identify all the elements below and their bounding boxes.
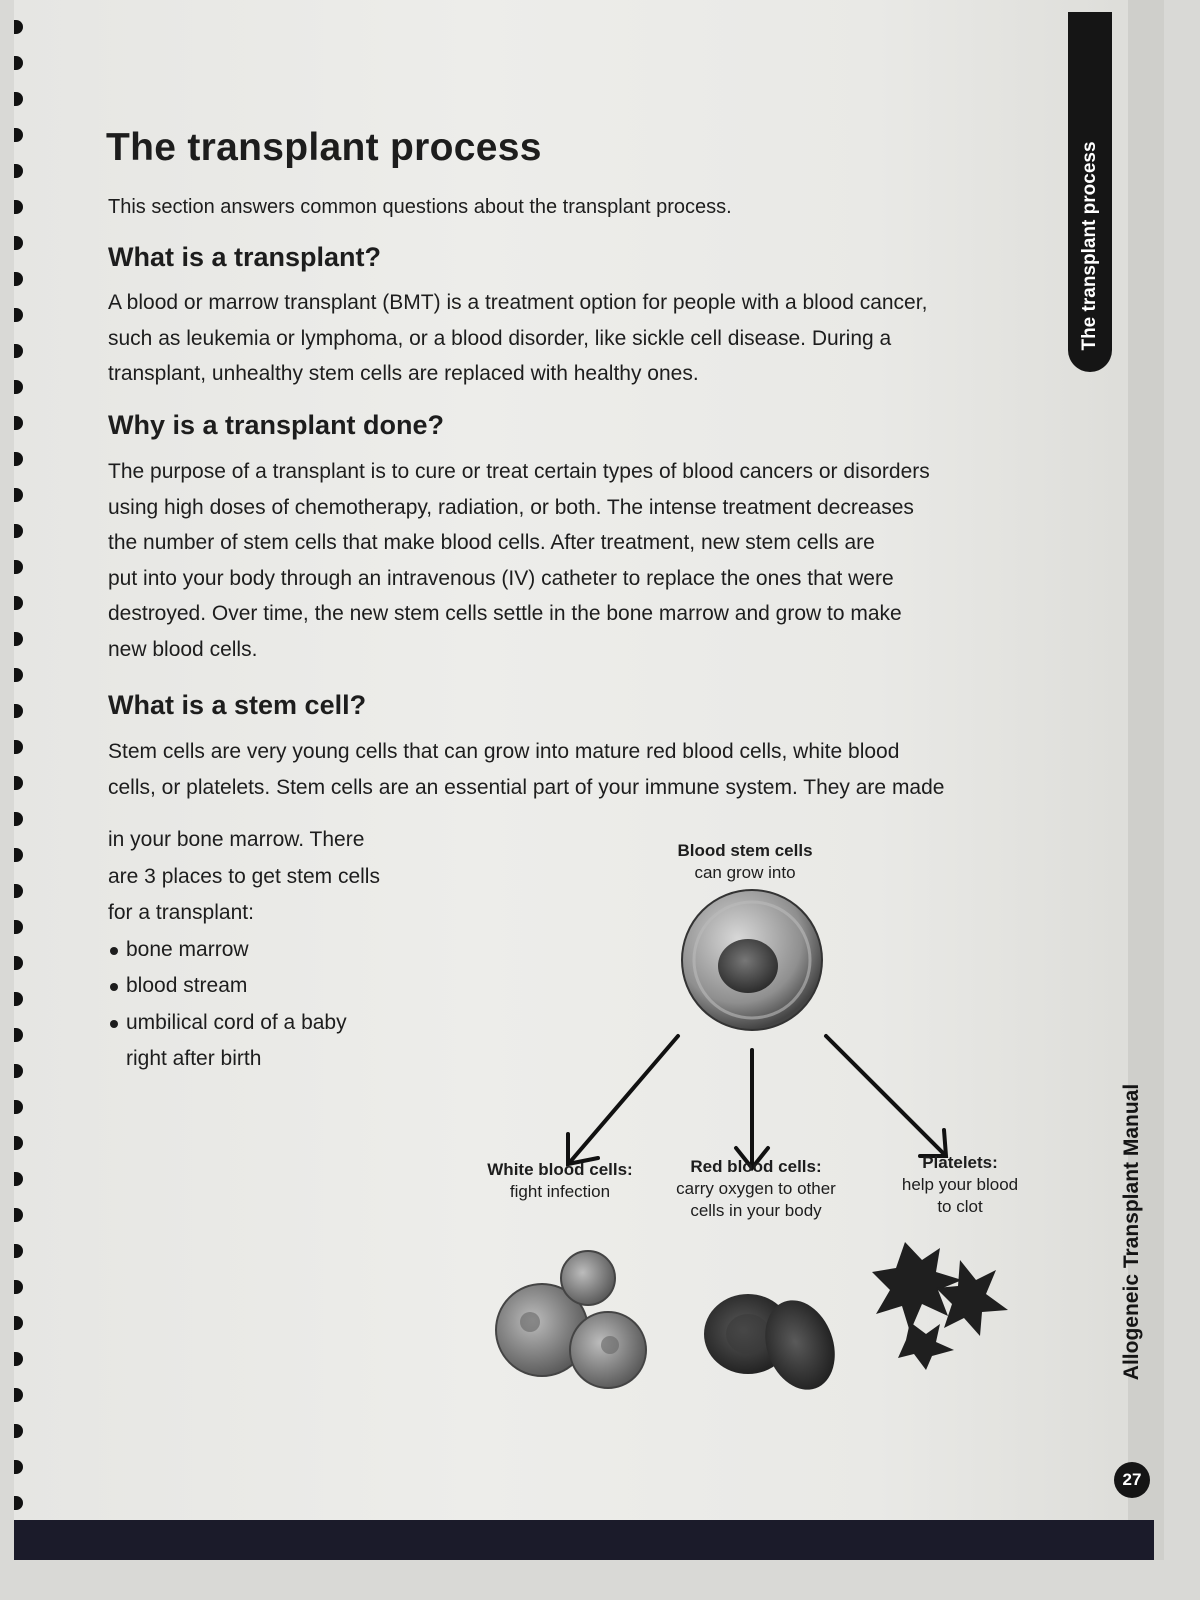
- text-line: The purpose of a transplant is to cure or treat certain types of blood cancers or disorders: [108, 460, 930, 483]
- binding-loop: [14, 92, 23, 106]
- text-line: using high doses of chemotherapy, radiation, or both. The intense treatment decreases: [108, 495, 914, 519]
- caption-line: help your blood: [901, 1175, 1019, 1194]
- list-item: umbilical cord of a baby: [108, 1005, 488, 1042]
- text-line: cells, or platelets. Stem cells are an essential part of your immune system. They are made: [108, 775, 945, 799]
- section-tab-label: The transplant process: [1079, 141, 1100, 351]
- page-number: 27: [1114, 1462, 1150, 1498]
- binding-loop: [14, 380, 23, 394]
- binding-loop: [14, 1280, 23, 1294]
- white-blood-cells-icon: [496, 1251, 646, 1388]
- text-line: the number of stem cells that make blood cells. After treatment, new stem cells are: [108, 531, 875, 554]
- binding-loop: [14, 308, 23, 322]
- binding-loop: [14, 524, 23, 538]
- list-item: blood stream: [108, 968, 488, 1005]
- text-line: destroyed. Over time, the new stem cells settle in the bone marrow and grow to make: [108, 602, 902, 625]
- heading-why-transplant: Why is a transplant done?: [108, 410, 445, 440]
- platelets-icon: [872, 1242, 1008, 1370]
- stem-cell-title: Blood stem cells: [677, 841, 813, 860]
- binding-loop: [14, 920, 23, 934]
- intro-text: This section answers common questions about the transplant process.: [108, 196, 732, 218]
- stem-cell-diagram: [470, 840, 1070, 1400]
- para-what-is-stem-cell: [108, 734, 1038, 805]
- diagram-graphics: [470, 840, 1070, 1400]
- binding-loop: [14, 1388, 23, 1402]
- binding-loop: [14, 128, 23, 142]
- binding-loop: [14, 200, 23, 214]
- heading-what-is-stem-cell: What is a stem cell?: [108, 690, 367, 720]
- binding-loop: [14, 740, 23, 754]
- binding-loop: [14, 1136, 23, 1150]
- caption-line: fight infection: [509, 1182, 611, 1201]
- page-title: The transplant process: [106, 126, 542, 169]
- binding-loop: [14, 884, 23, 898]
- binding-loop: [14, 1028, 23, 1042]
- caption-line: cells in your body: [690, 1201, 822, 1220]
- white-blood-cells-title: White blood cells:: [487, 1160, 633, 1179]
- binding-loop: [14, 560, 23, 574]
- binding-loop: [14, 164, 23, 178]
- binding-loop: [14, 236, 23, 250]
- red-blood-cells-caption: [656, 1156, 856, 1222]
- arrow-to-white-cells-icon: [568, 1036, 678, 1164]
- binding-loop: [14, 20, 23, 34]
- bottom-band: [14, 1520, 1154, 1560]
- text-line: A blood or marrow transplant (BMT) is a treatment option for people with a blood cancer,: [108, 291, 928, 314]
- text-line: in your bone marrow. There: [108, 828, 365, 851]
- binding-loop: [14, 1208, 23, 1222]
- arrow-to-platelets-icon: [826, 1036, 946, 1156]
- stem-cell-sources: [108, 822, 488, 1078]
- sources-list: [108, 932, 488, 1078]
- binding-loop: [14, 812, 23, 826]
- text-line: are 3 places to get stem cells: [108, 864, 380, 888]
- binding-loop: [14, 596, 23, 610]
- text-line: such as leukemia or lymphoma, or a blood disorder, like sickle cell disease. During a: [108, 326, 892, 350]
- stem-cell-subtitle: can grow into: [694, 863, 796, 882]
- binding-loop: [14, 344, 23, 358]
- text-line: put into your body through an intravenous (IV) catheter to replace the ones that were: [108, 566, 894, 590]
- arrow-to-red-cells-icon: [736, 1050, 768, 1168]
- list-item-continuation: right after birth: [126, 1047, 262, 1070]
- text-line: new blood cells.: [108, 637, 258, 661]
- list-item: bone marrow: [108, 932, 488, 969]
- binding-loop: [14, 668, 23, 682]
- text-line: transplant, unhealthy stem cells are replaced with healthy ones.: [108, 362, 699, 385]
- platelets-title: Platelets:: [922, 1153, 998, 1172]
- stem-cell-icon: [682, 890, 822, 1030]
- binding-loop: [14, 1172, 23, 1186]
- binding-loop: [14, 488, 23, 502]
- binding-loop: [14, 632, 23, 646]
- manual-title: Allogeneic Transplant Manual: [1120, 1083, 1143, 1381]
- para-why-transplant: [108, 454, 1038, 667]
- heading-what-is-transplant: What is a transplant?: [108, 242, 382, 272]
- para-what-is-transplant: [108, 285, 1038, 392]
- text-line: for a transplant:: [108, 901, 254, 924]
- binding-loop: [14, 56, 23, 70]
- binding-loop: [14, 848, 23, 862]
- binding-loop: [14, 1352, 23, 1366]
- binding-loop: [14, 1100, 23, 1114]
- binding-loop: [14, 1316, 23, 1330]
- binding-loop: [14, 1424, 23, 1438]
- white-blood-cells-caption: [470, 1159, 650, 1203]
- binding-loop: [14, 704, 23, 718]
- red-blood-cells-icon: [704, 1290, 847, 1399]
- spiral-binding: [14, 20, 28, 1560]
- binding-loop: [14, 776, 23, 790]
- binding-loop: [14, 1496, 23, 1510]
- caption-line: carry oxygen to other: [676, 1179, 836, 1198]
- binding-loop: [14, 1460, 23, 1474]
- binding-loop: [14, 992, 23, 1006]
- caption-line: to clot: [937, 1197, 983, 1216]
- text-line: Stem cells are very young cells that can grow into mature red blood cells, white blood: [108, 740, 900, 763]
- red-blood-cells-title: Red blood cells:: [690, 1157, 822, 1176]
- binding-loop: [14, 452, 23, 466]
- binding-loop: [14, 1244, 23, 1258]
- binding-loop: [14, 1064, 23, 1078]
- platelets-caption: [870, 1152, 1050, 1218]
- binding-loop: [14, 956, 23, 970]
- binding-loop: [14, 416, 23, 430]
- binding-loop: [14, 272, 23, 286]
